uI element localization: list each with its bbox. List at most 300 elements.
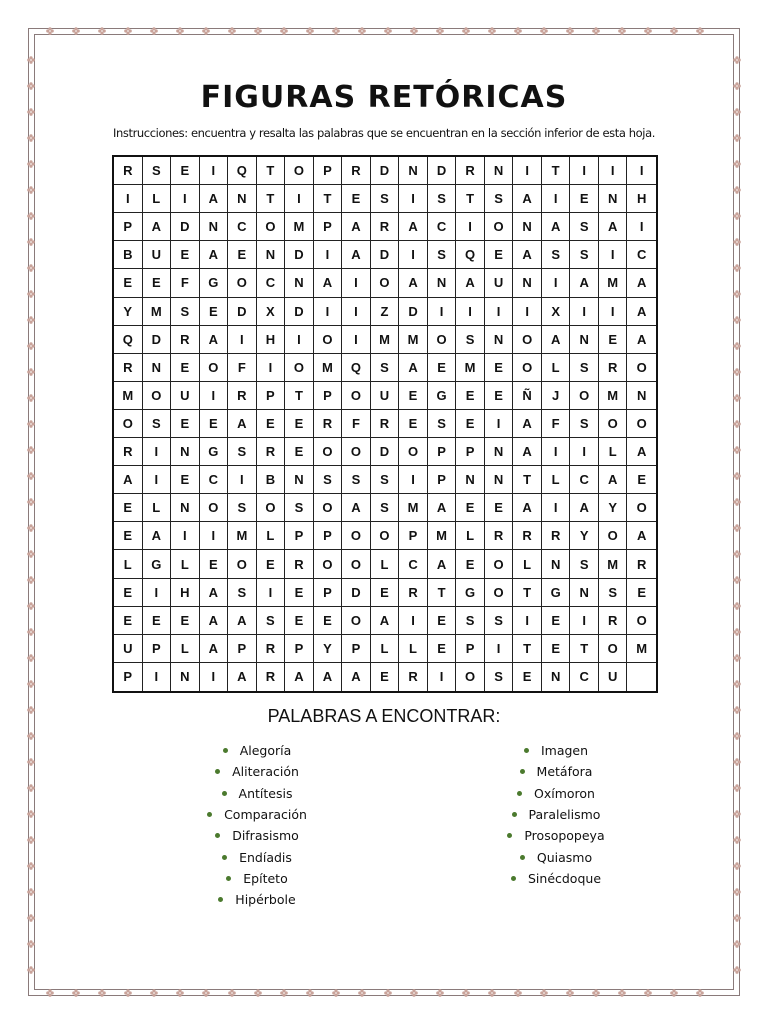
grid-cell[interactable]: N [171,438,200,466]
grid-cell[interactable]: O [314,438,343,466]
grid-cell[interactable]: N [485,438,514,466]
grid-cell[interactable]: I [627,213,656,241]
grid-cell[interactable]: I [342,298,371,326]
grid-cell[interactable]: S [485,663,514,691]
grid-cell[interactable]: Q [114,326,143,354]
grid-cell[interactable]: D [285,241,314,269]
grid-cell[interactable]: D [371,241,400,269]
grid-cell[interactable]: O [314,494,343,522]
grid-cell[interactable]: U [371,382,400,410]
grid-cell[interactable]: E [485,382,514,410]
grid-cell[interactable]: I [200,522,229,550]
grid-cell[interactable]: L [399,635,428,663]
grid-cell[interactable]: E [171,410,200,438]
grid-cell[interactable]: A [314,269,343,297]
grid-cell[interactable]: I [399,241,428,269]
grid-cell[interactable]: E [171,241,200,269]
grid-cell[interactable]: T [428,579,457,607]
grid-cell[interactable]: N [257,241,286,269]
grid-cell[interactable]: D [228,298,257,326]
grid-cell[interactable]: O [570,382,599,410]
grid-cell[interactable]: Ñ [513,382,542,410]
grid-cell[interactable]: E [285,579,314,607]
grid-cell[interactable]: R [485,522,514,550]
grid-cell[interactable]: R [371,410,400,438]
grid-cell[interactable]: A [513,410,542,438]
grid-cell[interactable]: N [542,663,571,691]
grid-cell[interactable]: Q [228,157,257,185]
grid-cell[interactable]: S [371,354,400,382]
grid-cell[interactable]: I [513,607,542,635]
grid-cell[interactable]: N [485,157,514,185]
grid-cell[interactable]: E [627,466,656,494]
grid-cell[interactable]: E [257,550,286,578]
grid-cell[interactable]: R [542,522,571,550]
grid-cell[interactable]: N [570,579,599,607]
grid-cell[interactable]: O [627,354,656,382]
grid-cell[interactable]: A [627,522,656,550]
grid-cell[interactable]: A [200,607,229,635]
grid-cell[interactable]: P [399,522,428,550]
grid-cell[interactable]: G [456,579,485,607]
grid-cell[interactable]: I [485,298,514,326]
grid-cell[interactable]: C [228,213,257,241]
grid-cell[interactable]: R [285,550,314,578]
grid-cell[interactable]: E [456,550,485,578]
grid-cell[interactable]: T [285,382,314,410]
grid-cell[interactable]: R [114,354,143,382]
grid-cell[interactable]: D [371,438,400,466]
grid-cell[interactable]: N [143,354,172,382]
grid-cell[interactable]: E [627,579,656,607]
grid-cell[interactable]: A [228,663,257,691]
grid-cell[interactable]: S [542,241,571,269]
grid-cell[interactable]: E [285,438,314,466]
grid-cell[interactable]: T [257,157,286,185]
grid-cell[interactable]: P [314,522,343,550]
grid-cell[interactable]: O [257,494,286,522]
grid-cell[interactable]: C [428,213,457,241]
grid-cell[interactable]: M [314,354,343,382]
grid-cell[interactable]: I [428,298,457,326]
grid-cell[interactable]: O [342,607,371,635]
grid-cell[interactable]: E [143,607,172,635]
grid-cell[interactable]: S [485,185,514,213]
grid-cell[interactable]: A [342,663,371,691]
grid-cell[interactable]: E [114,579,143,607]
grid-cell[interactable]: F [342,410,371,438]
grid-cell[interactable]: E [428,354,457,382]
grid-cell[interactable]: A [399,213,428,241]
grid-cell[interactable]: O [114,410,143,438]
grid-cell[interactable]: E [342,185,371,213]
grid-cell[interactable]: R [114,438,143,466]
grid-cell[interactable]: O [627,494,656,522]
grid-cell[interactable]: O [200,354,229,382]
grid-cell[interactable]: I [257,579,286,607]
grid-cell[interactable]: I [599,298,628,326]
grid-cell[interactable]: X [542,298,571,326]
grid-cell[interactable]: O [599,410,628,438]
grid-cell[interactable]: I [143,663,172,691]
grid-cell[interactable]: O [228,550,257,578]
grid-cell[interactable]: E [456,410,485,438]
grid-cell[interactable]: A [570,494,599,522]
grid-cell[interactable]: E [542,607,571,635]
grid-cell[interactable]: M [456,354,485,382]
grid-cell[interactable]: M [428,522,457,550]
grid-cell[interactable]: H [257,326,286,354]
grid-cell[interactable]: X [257,298,286,326]
grid-cell[interactable]: I [456,213,485,241]
grid-cell[interactable]: I [542,494,571,522]
grid-cell[interactable]: E [485,354,514,382]
grid-cell[interactable]: P [285,635,314,663]
grid-cell[interactable]: A [627,438,656,466]
grid-cell[interactable]: M [599,382,628,410]
grid-cell[interactable]: S [228,438,257,466]
grid-cell[interactable]: T [570,635,599,663]
grid-cell[interactable]: A [314,663,343,691]
grid-cell[interactable]: S [570,354,599,382]
grid-cell[interactable]: I [314,298,343,326]
grid-cell[interactable]: S [570,213,599,241]
grid-cell[interactable]: A [627,298,656,326]
grid-cell[interactable]: D [285,298,314,326]
grid-cell[interactable]: L [143,494,172,522]
grid-cell[interactable]: A [228,607,257,635]
grid-cell[interactable]: O [428,326,457,354]
grid-cell[interactable]: E [371,579,400,607]
grid-cell[interactable]: A [399,354,428,382]
grid-cell[interactable]: R [257,635,286,663]
grid-cell[interactable]: E [485,241,514,269]
grid-cell[interactable]: E [456,494,485,522]
grid-cell[interactable]: O [485,550,514,578]
grid-cell[interactable]: O [627,607,656,635]
grid-cell[interactable]: S [570,241,599,269]
grid-cell[interactable]: A [399,269,428,297]
grid-cell[interactable]: M [285,213,314,241]
grid-cell[interactable]: A [428,494,457,522]
grid-cell[interactable]: I [228,466,257,494]
grid-cell[interactable]: I [399,607,428,635]
grid-cell[interactable]: P [428,438,457,466]
grid-cell[interactable]: P [314,382,343,410]
grid-cell[interactable]: N [285,466,314,494]
grid-cell[interactable]: O [456,663,485,691]
grid-cell[interactable]: E [599,326,628,354]
grid-cell[interactable]: S [428,185,457,213]
grid-cell[interactable]: I [314,241,343,269]
grid-cell[interactable]: A [627,326,656,354]
grid-cell[interactable]: G [542,579,571,607]
grid-cell[interactable]: O [599,635,628,663]
grid-cell[interactable]: A [143,213,172,241]
grid-cell[interactable]: A [627,269,656,297]
grid-cell[interactable]: N [513,213,542,241]
grid-cell[interactable]: O [200,494,229,522]
grid-cell[interactable]: S [456,607,485,635]
grid-cell[interactable]: I [228,326,257,354]
grid-cell[interactable]: B [114,241,143,269]
grid-cell[interactable]: L [171,550,200,578]
grid-cell[interactable]: S [456,326,485,354]
grid-cell[interactable]: F [228,354,257,382]
grid-cell[interactable]: N [485,326,514,354]
grid-cell[interactable]: I [570,607,599,635]
grid-cell[interactable]: P [456,438,485,466]
grid-cell[interactable]: Y [314,635,343,663]
grid-cell[interactable]: R [314,410,343,438]
grid-cell[interactable]: E [399,410,428,438]
grid-cell[interactable]: M [114,382,143,410]
grid-cell[interactable]: S [570,410,599,438]
grid-cell[interactable]: L [257,522,286,550]
grid-cell[interactable]: S [371,185,400,213]
grid-cell[interactable]: I [257,354,286,382]
grid-cell[interactable]: I [599,241,628,269]
grid-cell[interactable]: T [456,185,485,213]
grid-cell[interactable]: T [257,185,286,213]
grid-cell[interactable]: I [171,522,200,550]
grid-cell[interactable]: L [542,466,571,494]
grid-cell[interactable]: A [143,522,172,550]
grid-cell[interactable]: E [314,607,343,635]
grid-cell[interactable]: O [342,438,371,466]
grid-cell[interactable]: I [114,185,143,213]
grid-cell[interactable]: G [200,269,229,297]
grid-cell[interactable]: L [371,550,400,578]
grid-cell[interactable]: P [114,663,143,691]
grid-cell[interactable]: I [428,663,457,691]
grid-cell[interactable]: E [428,635,457,663]
grid-cell[interactable]: P [114,213,143,241]
grid-cell[interactable]: A [599,466,628,494]
grid-cell[interactable]: P [314,213,343,241]
grid-cell[interactable]: I [570,157,599,185]
grid-cell[interactable]: L [599,438,628,466]
grid-cell[interactable]: S [428,241,457,269]
grid-cell[interactable]: R [627,550,656,578]
grid-cell[interactable]: C [257,269,286,297]
grid-cell[interactable]: R [456,157,485,185]
grid-cell[interactable]: L [371,635,400,663]
grid-cell[interactable]: M [143,298,172,326]
grid-cell[interactable]: M [399,494,428,522]
grid-cell[interactable]: E [285,410,314,438]
grid-cell[interactable]: I [570,438,599,466]
grid-cell[interactable]: I [143,466,172,494]
grid-cell[interactable]: I [143,579,172,607]
grid-cell[interactable]: C [627,241,656,269]
grid-cell[interactable]: A [599,213,628,241]
grid-cell[interactable]: A [456,269,485,297]
grid-cell[interactable]: A [200,241,229,269]
grid-cell[interactable]: S [371,494,400,522]
grid-cell[interactable]: O [314,326,343,354]
grid-cell[interactable]: Y [570,522,599,550]
grid-cell[interactable]: E [114,494,143,522]
grid-cell[interactable]: Q [456,241,485,269]
grid-cell[interactable]: A [342,494,371,522]
grid-cell[interactable]: I [570,298,599,326]
grid-cell[interactable]: I [171,185,200,213]
grid-cell[interactable]: I [399,466,428,494]
grid-cell[interactable]: U [485,269,514,297]
grid-cell[interactable]: A [513,438,542,466]
grid-cell[interactable]: H [627,185,656,213]
grid-cell[interactable]: U [114,635,143,663]
grid-cell[interactable]: A [542,326,571,354]
grid-cell[interactable]: I [542,269,571,297]
grid-cell[interactable]: E [371,663,400,691]
grid-cell[interactable]: O [513,326,542,354]
grid-cell[interactable]: E [513,663,542,691]
grid-cell[interactable]: N [200,213,229,241]
grid-cell[interactable]: I [513,157,542,185]
grid-cell[interactable]: E [171,354,200,382]
grid-cell[interactable]: N [627,382,656,410]
grid-cell[interactable]: S [228,494,257,522]
grid-cell[interactable]: R [114,157,143,185]
grid-cell[interactable]: D [342,579,371,607]
grid-cell[interactable]: E [171,466,200,494]
grid-cell[interactable]: E [171,157,200,185]
grid-cell[interactable]: O [399,438,428,466]
grid-cell[interactable]: S [428,410,457,438]
grid-cell[interactable]: H [171,579,200,607]
grid-cell[interactable]: O [485,213,514,241]
grid-cell[interactable]: O [342,382,371,410]
grid-cell[interactable]: T [314,185,343,213]
grid-cell[interactable]: I [143,438,172,466]
grid-cell[interactable]: J [542,382,571,410]
grid-cell[interactable]: M [228,522,257,550]
grid-cell[interactable]: I [485,410,514,438]
grid-cell[interactable]: D [143,326,172,354]
grid-cell[interactable]: M [627,635,656,663]
grid-cell[interactable]: B [257,466,286,494]
grid-cell[interactable]: M [599,550,628,578]
grid-cell[interactable]: A [428,550,457,578]
grid-cell[interactable]: O [627,410,656,438]
grid-cell[interactable]: I [513,298,542,326]
grid-cell[interactable]: O [485,579,514,607]
grid-cell[interactable]: A [228,410,257,438]
grid-cell[interactable]: P [285,522,314,550]
grid-cell[interactable]: P [257,382,286,410]
grid-cell[interactable]: L [171,635,200,663]
grid-cell[interactable]: O [513,354,542,382]
grid-cell[interactable]: D [171,213,200,241]
grid-cell[interactable]: E [285,607,314,635]
grid-cell[interactable]: N [456,466,485,494]
grid-cell[interactable]: I [200,382,229,410]
grid-cell[interactable]: L [513,550,542,578]
grid-cell[interactable]: O [371,522,400,550]
grid-cell[interactable]: I [542,185,571,213]
grid-cell[interactable]: N [228,185,257,213]
grid-cell[interactable]: O [599,522,628,550]
grid-cell[interactable]: R [257,663,286,691]
grid-cell[interactable]: I [599,157,628,185]
grid-cell[interactable]: E [143,269,172,297]
grid-cell[interactable]: A [200,185,229,213]
grid-cell[interactable]: I [456,298,485,326]
grid-cell[interactable]: Y [114,298,143,326]
grid-cell[interactable]: O [314,550,343,578]
grid-cell[interactable]: E [200,550,229,578]
grid-cell[interactable]: P [314,579,343,607]
grid-cell[interactable]: T [542,157,571,185]
grid-cell[interactable]: E [485,494,514,522]
grid-cell[interactable]: N [542,550,571,578]
grid-cell[interactable]: N [285,269,314,297]
grid-cell[interactable]: E [456,382,485,410]
grid-cell[interactable]: U [171,382,200,410]
grid-cell[interactable]: N [399,157,428,185]
grid-cell[interactable]: E [200,298,229,326]
grid-cell[interactable]: C [200,466,229,494]
grid-cell[interactable]: A [570,269,599,297]
grid-cell[interactable]: U [143,241,172,269]
grid-cell[interactable]: A [200,579,229,607]
grid-cell[interactable]: F [171,269,200,297]
grid-cell[interactable]: E [228,241,257,269]
grid-cell[interactable]: S [171,298,200,326]
grid-cell[interactable]: S [314,466,343,494]
grid-cell[interactable]: S [143,157,172,185]
grid-cell[interactable]: E [114,522,143,550]
grid-cell[interactable]: O [143,382,172,410]
grid-cell[interactable]: E [171,607,200,635]
grid-cell[interactable]: A [542,213,571,241]
grid-cell[interactable]: L [143,185,172,213]
grid-cell[interactable]: O [371,269,400,297]
grid-cell[interactable]: S [371,466,400,494]
grid-cell[interactable]: D [428,157,457,185]
grid-cell[interactable]: P [456,635,485,663]
grid-cell[interactable]: R [599,354,628,382]
grid-cell[interactable]: D [371,157,400,185]
grid-cell[interactable]: A [200,635,229,663]
grid-cell[interactable]: C [570,466,599,494]
grid-cell[interactable]: S [599,579,628,607]
grid-cell[interactable]: A [342,241,371,269]
grid-cell[interactable]: D [399,298,428,326]
grid-cell[interactable]: S [342,466,371,494]
grid-cell[interactable]: Y [599,494,628,522]
grid-cell[interactable]: S [285,494,314,522]
grid-cell[interactable]: O [342,550,371,578]
grid-cell[interactable]: A [371,607,400,635]
grid-cell[interactable]: L [114,550,143,578]
grid-cell[interactable]: A [285,663,314,691]
grid-cell[interactable]: I [485,635,514,663]
grid-cell[interactable]: U [599,663,628,691]
grid-cell[interactable]: G [200,438,229,466]
grid-cell[interactable]: Q [342,354,371,382]
grid-cell[interactable]: Z [371,298,400,326]
grid-cell[interactable]: N [485,466,514,494]
grid-cell[interactable]: A [513,185,542,213]
grid-cell[interactable]: O [257,213,286,241]
grid-cell[interactable]: N [171,663,200,691]
grid-cell[interactable]: S [257,607,286,635]
grid-cell[interactable]: T [513,579,542,607]
grid-cell[interactable]: A [200,326,229,354]
